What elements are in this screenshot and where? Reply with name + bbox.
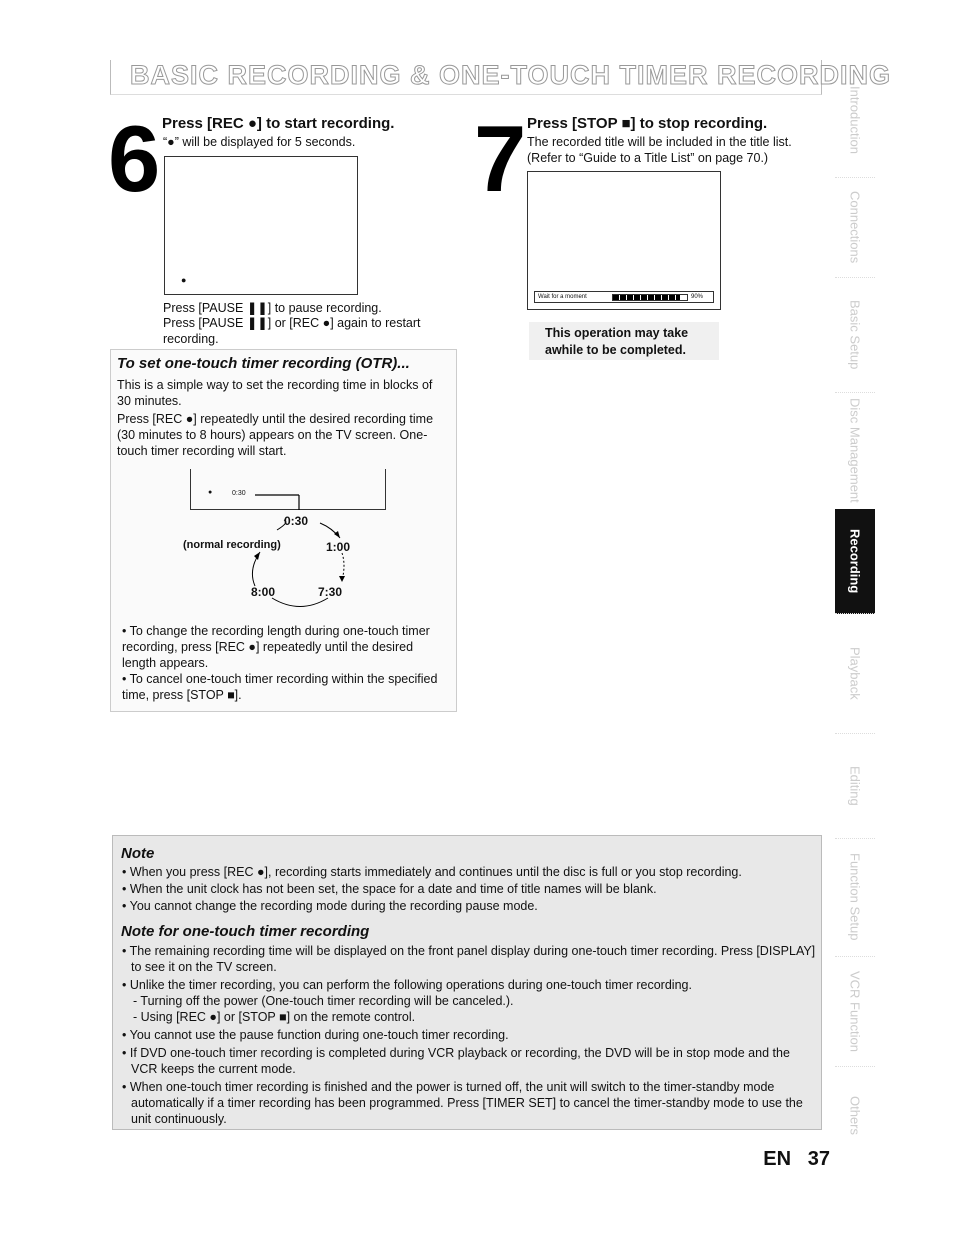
cycle-label-730: 7:30 bbox=[318, 585, 343, 599]
step-6-title: Press [REC ●] to start recording. bbox=[162, 115, 395, 132]
sidebar-tab-playback[interactable]: Playback bbox=[835, 613, 875, 734]
otr-note-list bbox=[117, 943, 816, 1127]
tv-screen-rec bbox=[164, 156, 358, 295]
pause-instruction-1: Press [PAUSE ❚❚] to pause recording. bbox=[163, 301, 382, 315]
rec-indicator-icon: ● bbox=[181, 275, 187, 285]
note-item: • You cannot use the pause function during one-touch timer recording. bbox=[122, 1028, 509, 1042]
otr-rec-dot-icon: ● bbox=[208, 489, 213, 496]
sidebar-tab-introduction[interactable]: Introduction bbox=[835, 62, 875, 178]
note-subitem: - Turning off the power (One-touch timer recording will be canceled.). bbox=[133, 994, 514, 1008]
progress-percent: 90% bbox=[691, 294, 704, 300]
sidebar-tab-vcr-function[interactable]: VCR Function bbox=[835, 956, 875, 1067]
cycle-arrowhead-up bbox=[254, 552, 260, 560]
otr-note-heading: Note for one-touch timer recording bbox=[121, 923, 370, 940]
otr-bullet-2: • To cancel one-touch timer recording within the specified time, press [STOP ■]. bbox=[122, 672, 438, 702]
cycle-label-normal: (normal recording) bbox=[183, 539, 281, 551]
otr-para-2: Press [REC ●] repeatedly until the desired recording time (30 minutes to 8 hours) appears on the TV screen. One-touch timer recording will start. bbox=[117, 412, 434, 458]
wait-text: Wait for a moment bbox=[538, 294, 587, 300]
cycle-label-800: 8:00 bbox=[251, 585, 276, 599]
sidebar-tab-connections[interactable]: Connections bbox=[835, 177, 875, 278]
cycle-arrowhead-down bbox=[339, 576, 345, 582]
page-number: 37 bbox=[807, 1148, 830, 1170]
sidebar-tab-editing[interactable]: Editing bbox=[835, 733, 875, 839]
note-item: • If DVD one-touch timer recording is completed during VCR playback or recording, the DVD will be in stop mode and the VCR keeps the current mode. bbox=[122, 1046, 790, 1076]
pause-instruction-2: Press [PAUSE ❚❚] or [REC ●] again to restart bbox=[163, 316, 421, 330]
progress-dialog bbox=[534, 291, 714, 303]
note-item: • When you press [REC ●], recording starts immediately and continues until the disc is full or you stop recording. bbox=[122, 865, 742, 879]
otr-bullet-1: • To change the recording length during one-touch timer recording, press [REC ●] repeatedly until the desired length appears. bbox=[122, 624, 430, 670]
otr-screen-time: 0:30 bbox=[232, 490, 246, 497]
cycle-arc-bottom bbox=[272, 598, 328, 607]
step-7-line-2: (Refer to “Guide to a Title List” on page 70.) bbox=[527, 151, 769, 165]
step-7-line-1: The recorded title will be included in the title list. bbox=[527, 135, 792, 149]
step-7-caption-2: awhile to be completed. bbox=[545, 343, 686, 357]
sidebar-tab-recording[interactable]: Recording bbox=[835, 509, 875, 614]
progress-fill bbox=[613, 295, 680, 300]
sidebar-tab-basic-setup[interactable]: Basic Setup bbox=[835, 277, 875, 393]
sidebar-tab-others[interactable]: Others bbox=[847, 1096, 863, 1136]
step-7-title: Press [STOP ■] to stop recording. bbox=[527, 115, 768, 132]
sidebar-tab-function-setup[interactable]: Function Setup bbox=[835, 838, 875, 957]
note-item: • When the unit clock has not been set, the space for a date and time of title names will be blank. bbox=[122, 882, 657, 896]
note-item: • You cannot change the recording mode during the recording pause mode. bbox=[122, 899, 538, 913]
note-heading: Note bbox=[121, 845, 155, 862]
note-item: • When one-touch timer recording is finished and the power is turned off, the unit will switch to the timer-standby mode automatically if a timer recording has been programmed. Press [TIMER SET] to cancel the timer-standby mode to use the unit continuously. bbox=[122, 1080, 803, 1126]
cycle-label-030: 0:30 bbox=[284, 514, 309, 528]
note-list bbox=[117, 864, 812, 914]
cycle-label-100: 1:00 bbox=[326, 540, 351, 554]
step-6-subtitle: “●” will be displayed for 5 seconds. bbox=[163, 135, 356, 149]
page-footer bbox=[763, 1148, 830, 1171]
step-7-caption-1: This operation may take bbox=[545, 326, 689, 340]
progress-track bbox=[612, 294, 688, 301]
note-item: • The remaining recording time will be displayed on the front panel display during one-touch timer recording. Press [DISPLAY] to see it on the TV screen. bbox=[122, 944, 816, 974]
pause-instruction-3: recording. bbox=[163, 332, 219, 346]
cycle-arc-dashed bbox=[342, 553, 344, 580]
page-title: BASIC RECORDING & ONE-TOUCH TIMER RECORDING bbox=[130, 60, 892, 90]
otr-para-1: This is a simple way to set the recording time in blocks of 30 minutes. bbox=[117, 378, 433, 408]
otr-heading: To set one-touch timer recording (OTR)... bbox=[117, 355, 410, 372]
language-label: EN bbox=[763, 1148, 792, 1170]
step-7-number: 7 bbox=[474, 106, 527, 211]
note-panel bbox=[112, 835, 822, 1130]
note-subitem: - Using [REC ●] or [STOP ■] on the remote control. bbox=[133, 1010, 416, 1024]
tv-screen-stop bbox=[527, 171, 721, 310]
note-item: • Unlike the timer recording, you can perform the following operations during one-touch timer recording. bbox=[122, 978, 692, 992]
sidebar-tab-disc-management[interactable]: Disc Management bbox=[835, 392, 875, 510]
step-6-number: 6 bbox=[108, 106, 161, 211]
